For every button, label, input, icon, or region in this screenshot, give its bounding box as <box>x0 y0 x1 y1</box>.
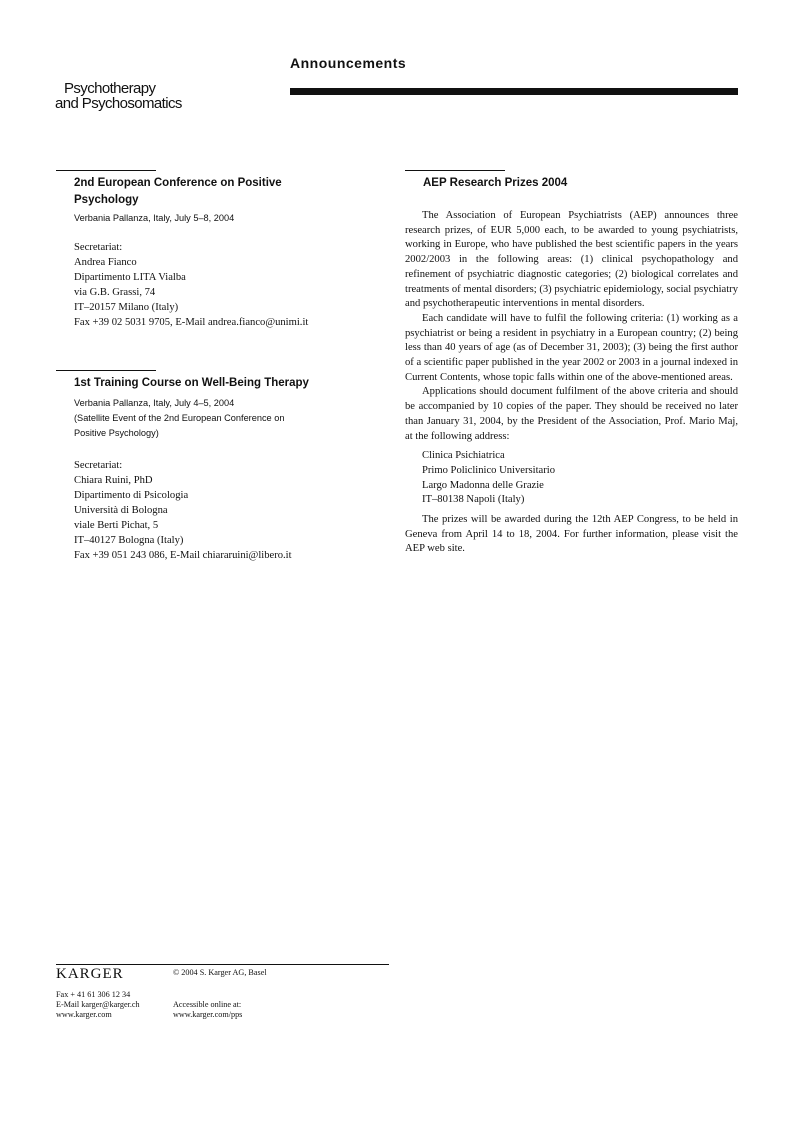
footer-online-url[interactable]: www.karger.com/pps <box>173 1010 243 1019</box>
event1-title <box>74 175 282 209</box>
footer-online-label: Accessible online at: <box>173 1000 242 1009</box>
event2-contact <box>74 458 292 563</box>
event2-title: 1st Training Course on Well-Being Therapy <box>74 377 309 389</box>
footer-copyright: © 2004 S. Karger AG, Basel <box>173 968 267 977</box>
prizes-para-4: The prizes will be awarded during the 12th AEP Congress, to be held in Geneva from April 14 to 18, 2004. For further information, please visit the AEP web site. <box>405 514 738 555</box>
event2-contact-line: IT–40127 Bologna (Italy) <box>74 535 184 546</box>
prizes-address <box>422 449 738 508</box>
event2-location: Verbania Pallanza, Italy, July 4–5, 2004 <box>74 398 235 408</box>
prizes-title: AEP Research Prizes 2004 <box>423 177 568 189</box>
event1-contact-line: via G.B. Grassi, 74 <box>74 287 156 298</box>
event2-contact-line: Chiara Ruini, PhD <box>74 475 153 486</box>
event1-title-line2: Psychology <box>74 194 139 206</box>
event1-location: Verbania Pallanza, Italy, July 5–8, 2004 <box>74 213 235 223</box>
event1-title-line1: 2nd European Conference on Positive <box>74 177 282 189</box>
event1-rule <box>56 170 156 171</box>
footer-contact <box>56 990 140 1020</box>
prizes-para-2: Each candidate will have to fulfil the following criteria: (1) working as a psychiatrist or being a resident in psychiatry in a European country; (2) being less than 40 years of age (as of December 31, 2003); (3) being the first author of a scientific paper published in the year 2002 or 2003 in a journal indexed in Current Contents, whose topic falls within one of the above-mentioned areas. <box>405 312 738 383</box>
event2-contact-line: Dipartimento di Psicologia <box>74 490 189 501</box>
prizes-address-line: Primo Policlinico Universitario <box>422 464 555 476</box>
event2-contact-line: viale Berti Pichat, 5 <box>74 520 159 531</box>
prizes-body <box>405 209 738 557</box>
event1-contact-line: IT–20157 Milano (Italy) <box>74 302 179 313</box>
event2-contact-line: Secretariat: <box>74 460 123 471</box>
event2-contact-line: Università di Bologna <box>74 505 168 516</box>
title-bar <box>290 88 738 95</box>
section-title: Announcements <box>290 55 407 71</box>
event1-contact-line: Dipartimento LITA Vialba <box>74 272 186 283</box>
event2-note-line1: (Satellite Event of the 2nd European Conference on <box>74 413 285 423</box>
event2-note-line2: Positive Psychology) <box>74 428 159 438</box>
prizes-address-line: Clinica Psichiatrica <box>422 450 505 462</box>
journal-logo-line1: Psychotherapy <box>64 80 156 97</box>
event1-contact-line: Fax +39 02 5031 9705, E-Mail andrea.fianco@unimi.it <box>74 317 309 328</box>
prizes-para-1: The Association of European Psychiatrists (AEP) announces three research prizes, of EUR 5,000 each, to be awarded to young psychiatrists, working in Europe, who have published the best scientific papers in the years 2002/2003 in the following areas: (1) clinical psychopathology and refinement of psychiatric diagnostic categories; (2) biological correlates and treatments of mental disorders; (3) psychiatric epidemiology, social psychiatry and psychotherapeutic interventions in mental disorders. <box>405 210 738 310</box>
prizes-rule <box>405 170 505 171</box>
event1-contact <box>74 240 308 330</box>
event1-contact-line: Andrea Fianco <box>74 257 137 268</box>
prizes-address-line: Largo Madonna delle Grazie <box>422 479 544 491</box>
footer-rule <box>56 964 389 965</box>
event1-contact-line: Secretariat: <box>74 242 123 253</box>
event2-contact-line: Fax +39 051 243 086, E-Mail chiararuini@libero.it <box>74 550 292 561</box>
publisher-logo: KARGER <box>56 966 124 982</box>
footer-fax: Fax + 41 61 306 12 34 <box>56 990 131 999</box>
footer-email[interactable]: E-Mail karger@karger.ch <box>56 1000 140 1009</box>
prizes-para-3: Applications should document fulfilment of the above criteria and should be accompanied by 10 copies of the paper. They should be received no later than January 31, 2004, by the President of the Association, Prof. Mario Maj, at the following address: <box>405 386 738 442</box>
prizes-address-line: IT–80138 Napoli (Italy) <box>422 494 525 506</box>
journal-logo-line2: and Psychosomatics <box>55 95 182 112</box>
event2-rule <box>56 370 156 371</box>
journal-logo <box>55 81 182 111</box>
footer-online <box>173 1000 242 1020</box>
footer-web[interactable]: www.karger.com <box>56 1010 112 1019</box>
event2-details <box>74 396 284 441</box>
